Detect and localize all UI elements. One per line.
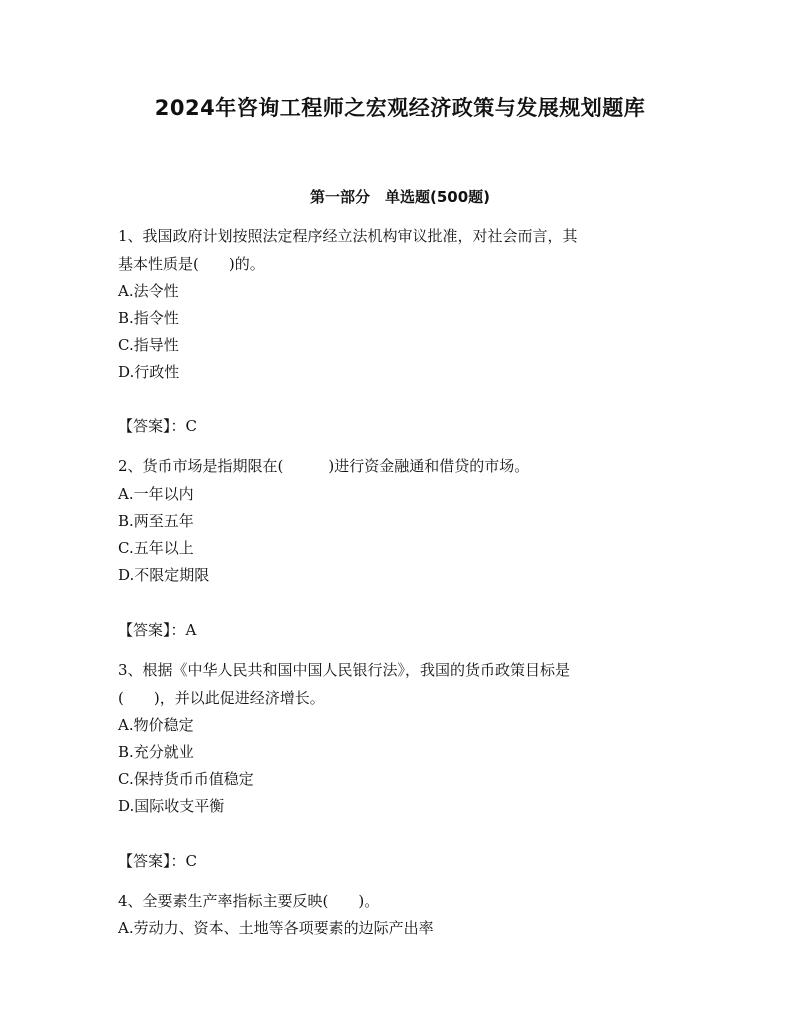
question-3-option-d: D.国际收支平衡: [118, 797, 225, 815]
answer-value: A: [185, 621, 197, 639]
answer-label: 【答案】：: [118, 417, 186, 435]
question-2-answer: [118, 620, 196, 640]
answer-label: 【答案】：: [118, 621, 186, 639]
question-1-stem-line-1: 1、我国政府计划按照法定程序经立法机构审议批准，对社会而言，其: [118, 227, 578, 245]
question-3-stem-line-1: 3、根据《中华人民共和国中国人民银行法》，我国的货币政策目标是: [118, 661, 571, 679]
question-1-option-b: B.指令性: [118, 309, 179, 327]
question-2-option-d: D.不限定期限: [118, 566, 210, 584]
question-3-answer: [118, 851, 197, 871]
question-1-answer: [118, 416, 197, 436]
question-2-option-b: B.两至五年: [118, 512, 194, 530]
question-4-option-a: A.劳动力、资本、土地等各项要素的边际产出率: [118, 919, 434, 937]
question-1-option-a: A.法令性: [118, 282, 179, 300]
question-2-stem-line-1: 2、货币市场是指期限在( )进行资金融通和借贷的市场。: [118, 457, 530, 475]
question-3-option-a: A.物价稳定: [118, 716, 194, 734]
question-2-option-c: C.五年以上: [118, 539, 194, 557]
question-1-option-d: D.行政性: [118, 363, 180, 381]
question-3-option-c: C.保持货币币值稳定: [118, 770, 254, 788]
section-title: 第一部分 单选题(500题): [309, 188, 491, 206]
question-1-option-c: C.指导性: [118, 336, 179, 354]
question-1-stem-line-2: 基本性质是( )的。: [118, 255, 265, 273]
question-4-stem-line-1: 4、全要素生产率指标主要反映( )。: [118, 892, 380, 910]
answer-label: 【答案】：: [118, 852, 186, 870]
question-2-option-a: A.一年以内: [118, 485, 194, 503]
question-3-stem-line-2: ( )，并以此促进经济增长。: [118, 689, 325, 707]
document-title: 2024年咨询工程师之宏观经济政策与发展规划题库: [154, 96, 646, 120]
answer-value: C: [185, 852, 197, 870]
answer-value: C: [185, 417, 197, 435]
question-3-option-b: B.充分就业: [118, 743, 194, 761]
